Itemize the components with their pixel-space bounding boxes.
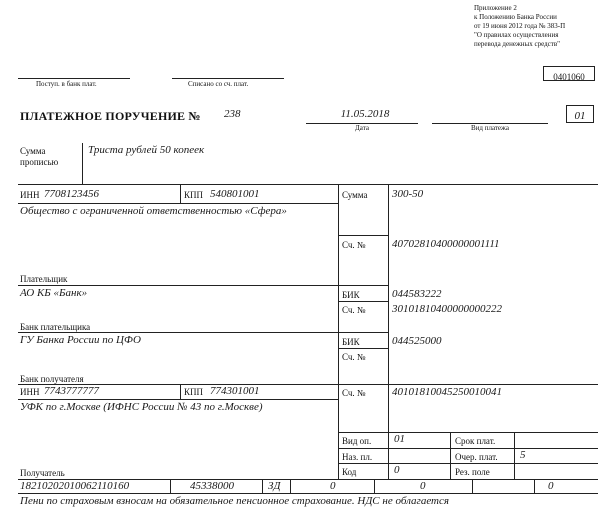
tax-kbk: 18210202010062110160	[20, 480, 130, 492]
payee-account: 40101810045250010041	[392, 386, 502, 398]
tax-period: 0	[330, 480, 336, 492]
grid-line	[472, 479, 473, 493]
debited-line	[172, 78, 284, 79]
grid-line	[18, 332, 388, 333]
grid-line	[374, 479, 375, 493]
payee-bank-name: ГУ Банка России по ЦФО	[20, 334, 141, 346]
payee-bank-label: Банк получателя	[20, 374, 84, 384]
amount-words-label-line: Сумма	[20, 146, 46, 156]
payee-label: Получатель	[20, 468, 65, 478]
payment-type-label: Вид платежа	[470, 124, 509, 132]
regulation-note-line: перевода денежных средств"	[474, 40, 561, 48]
payer-bank-name: АО КБ «Банк»	[20, 287, 88, 299]
grid-line	[18, 493, 598, 494]
document-title: ПЛАТЕЖНОЕ ПОРУЧЕНИЕ №	[20, 109, 201, 123]
grid-line	[170, 479, 171, 493]
amount-words-label-line: прописью	[20, 157, 59, 167]
payer-bank-corr-account: 30101810400000000222	[392, 303, 502, 315]
regulation-note-line: от 19 июня 2012 года № 383-П	[474, 22, 566, 30]
op-type-label: Вид оп.	[342, 436, 372, 446]
grid-line	[338, 463, 598, 464]
payee-name: УФК по г.Москве (ИФНС России № 43 по г.Москве)	[20, 401, 263, 413]
grid-line	[338, 432, 598, 433]
priority-value: 5	[520, 449, 526, 461]
regulation-note	[474, 4, 565, 49]
grid-line	[18, 384, 598, 385]
payer-inn-label: ИНН	[20, 190, 40, 200]
purpose-code-label: Наз. пл.	[342, 452, 373, 462]
payee-kpp-label: КПП	[184, 387, 204, 397]
tax-doc-date: 0	[548, 480, 554, 492]
payer-bank-bik-label: БИК	[342, 290, 360, 300]
grid-line	[338, 348, 388, 349]
grid-line	[18, 203, 338, 204]
amount-label: Сумма	[342, 190, 368, 200]
payment-term-label: Срок плат.	[455, 436, 496, 446]
form-code: 0401060	[553, 72, 585, 82]
payer-bank-bik: 044583222	[392, 288, 442, 300]
form-code-box	[543, 66, 595, 81]
payer-inn: 7708123456	[44, 188, 99, 200]
grid-line	[18, 184, 598, 185]
grid-line	[450, 432, 451, 479]
regulation-note-line: Приложение 2	[474, 4, 517, 12]
payee-kpp: 774301001	[210, 385, 260, 397]
op-type: 01	[394, 433, 405, 445]
grid-line	[18, 285, 388, 286]
amount-words-label	[20, 146, 58, 168]
code-label: Код	[342, 467, 357, 477]
payer-label: Плательщик	[20, 274, 68, 284]
payer-status-code: 01	[574, 110, 586, 122]
grid-line	[534, 479, 535, 493]
tax-oktmo: 45338000	[190, 480, 234, 492]
grid-line	[180, 384, 181, 399]
grid-line	[180, 184, 181, 203]
grid-line	[338, 448, 598, 449]
grid-line	[338, 235, 388, 236]
grid-line	[18, 399, 338, 400]
priority-label: Очер. плат.	[455, 452, 498, 462]
payer-status-box	[566, 105, 594, 123]
payer-account: 40702810400000001111	[392, 238, 500, 250]
date-label: Дата	[355, 124, 369, 132]
amount-in-words: Триста рублей 50 копеек	[88, 144, 205, 156]
debited-label: Списано со сч. плат.	[188, 80, 249, 88]
reserve-field-label: Рез. поле	[455, 467, 490, 477]
grid-line	[388, 184, 389, 479]
payee-bank-bik-label: БИК	[342, 337, 360, 347]
payer-name: Общество с ограниченной ответственностью «Сфера»	[20, 205, 287, 217]
payee-account-label: Сч. №	[342, 388, 366, 398]
payee-inn: 7743777777	[44, 385, 99, 397]
grid-line	[338, 184, 339, 479]
tax-basis: ЗД	[268, 480, 281, 492]
grid-line	[514, 432, 515, 479]
grid-line	[338, 301, 388, 302]
received-label: Поступ. в банк плат.	[36, 80, 97, 88]
payer-kpp-label: КПП	[184, 190, 204, 200]
received-line	[18, 78, 130, 79]
payer-account-label: Сч. №	[342, 240, 366, 250]
document-date: 11.05.2018	[340, 108, 390, 120]
payer-bank-label: Банк плательщика	[20, 322, 91, 332]
payment-purpose: Пени по страховым взносам на обязательное пенсионное страхование. НДС не облагается	[20, 495, 449, 507]
tax-doc-number: 0	[420, 480, 426, 492]
grid-line	[290, 479, 291, 493]
grid-line	[262, 479, 263, 493]
payer-bank-corr-label: Сч. №	[342, 305, 366, 315]
amount-value: 300-50	[392, 188, 424, 200]
regulation-note-line: "О правилах осуществления	[474, 31, 559, 39]
amount-words-divider	[82, 143, 83, 184]
code-value: 0	[394, 464, 400, 476]
document-number: 238	[224, 108, 241, 120]
payer-kpp: 540801001	[210, 188, 260, 200]
payee-bank-corr-label: Сч. №	[342, 352, 366, 362]
regulation-note-line: к Положению Банка России	[474, 13, 557, 21]
payee-bank-bik: 044525000	[392, 335, 442, 347]
payee-inn-label: ИНН	[20, 387, 40, 397]
